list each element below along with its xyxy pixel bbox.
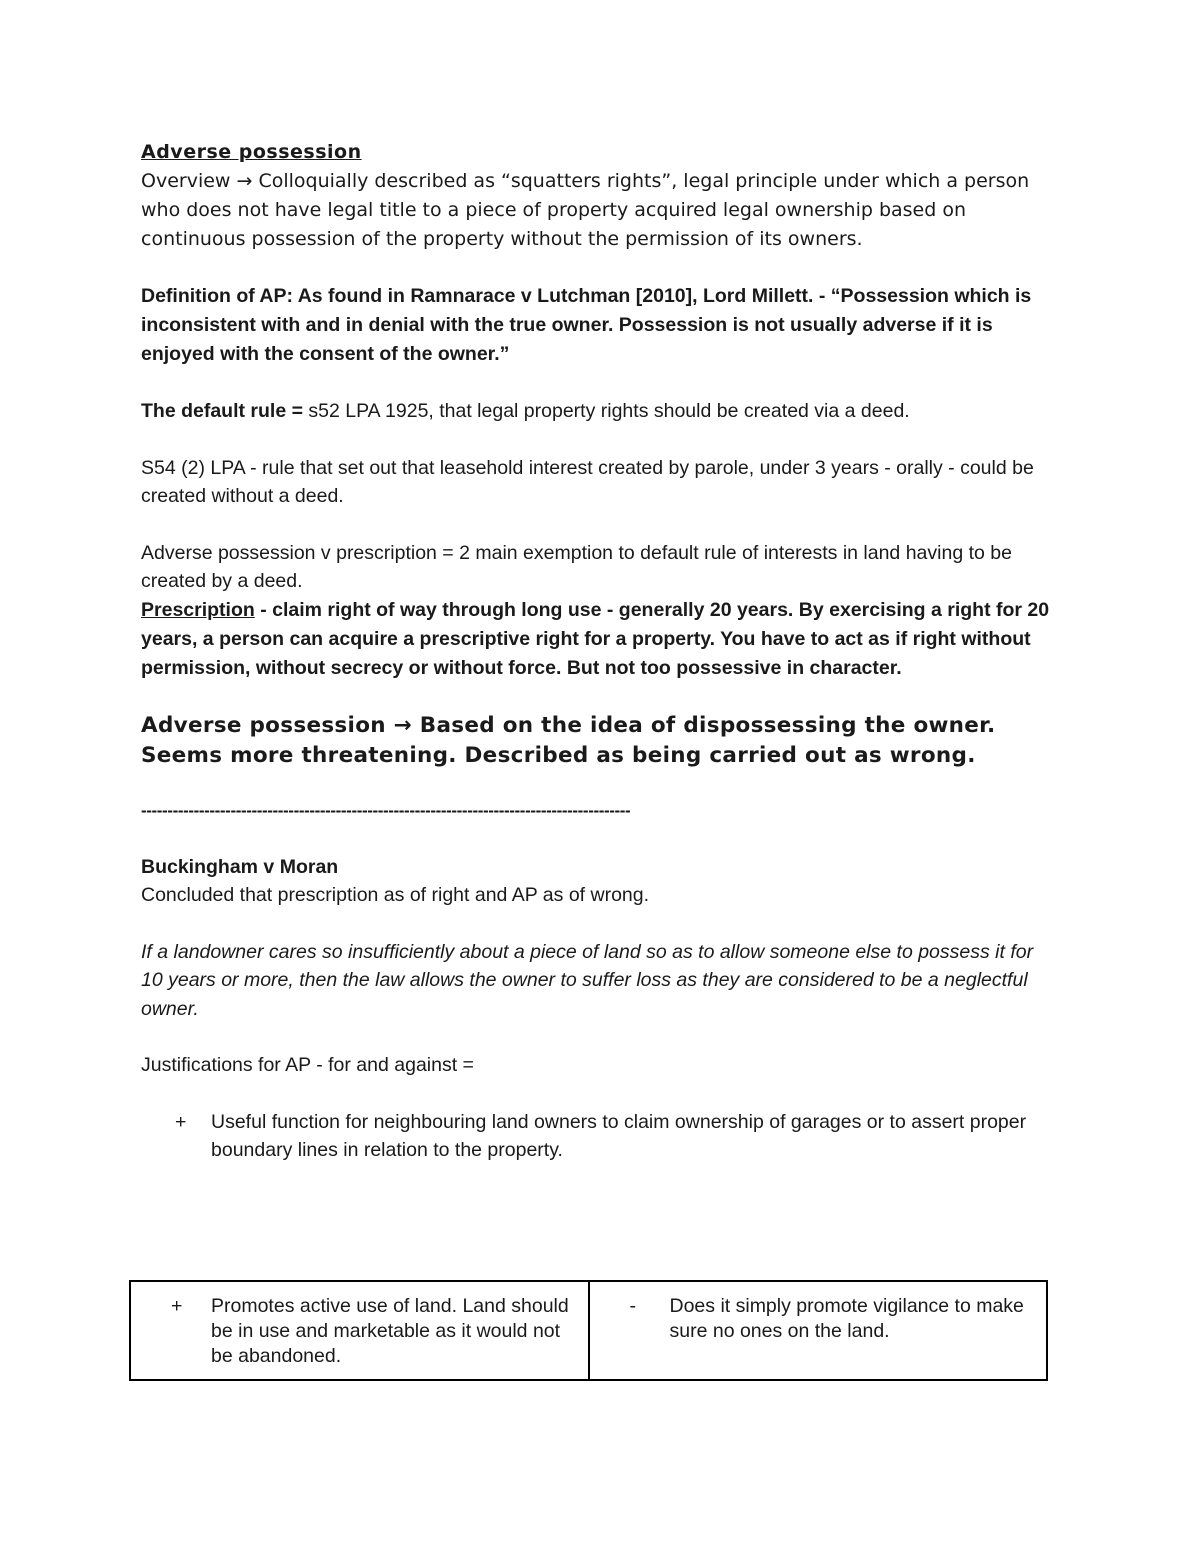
minus-bullet-icon: - xyxy=(629,1295,636,1317)
prescription-paragraph xyxy=(141,596,1056,683)
justification-bullet xyxy=(175,1108,1056,1165)
exemption-paragraph: Adverse possession v prescription = 2 main exemption to default rule of interests in land having to be created by a deed. xyxy=(141,541,1012,592)
default-rule-label: The default rule = xyxy=(141,400,303,422)
page-title: Adverse possession xyxy=(141,141,362,163)
case-quote: If a landowner cares so insufficiently about a piece of land so as to allow someone else to possess it for 10 years or more, then the law allows the owner to suffer loss as they are considered to be a neglectful owner. xyxy=(141,940,1034,1020)
case-name: Buckingham v Moran xyxy=(141,855,339,878)
s54-paragraph: S54 (2) LPA - rule that set out that leasehold interest created by parole, under 3 years - orally - could be created without a deed. xyxy=(141,456,1034,507)
against-cell-text: Does it simply promote vigilance to make sure no ones on the land. xyxy=(669,1295,1024,1342)
for-against-table xyxy=(129,1280,1048,1381)
definition-paragraph: Definition of AP: As found in Ramnarace v Lutchman [2010], Lord Millett. - “Possession which is inconsistent with and in denial with the true owner. Possession is not usually adverse if it is enjoyed with the consent of the owner.” xyxy=(141,285,1032,365)
justification-bullet-text: Useful function for neighbouring land owners to claim ownership of garages or to assert proper boundary lines in relation to the property. xyxy=(211,1110,1027,1161)
document-body xyxy=(141,138,1056,1165)
case-section xyxy=(141,853,1056,1165)
adverse-possession-note: Adverse possession → Based on the idea of dispossessing the owner. Seems more threatening. Described as being carried out as wrong. xyxy=(141,712,996,768)
prescription-text: - claim right of way through long use - generally 20 years. By exercising a right for 20 years, a person can acquire a prescriptive right for a property. You have to act as if right without permission, without secrecy or without force. But not too possessive in character. xyxy=(141,598,1050,679)
for-cell-text: Promotes active use of land. Land should be in use and marketable as it would not be abandoned. xyxy=(211,1295,569,1367)
section-divider: --------------------------------------------------------------------------------------------- xyxy=(141,800,631,820)
plus-bullet-icon: + xyxy=(171,1295,183,1317)
default-rule-text: s52 LPA 1925, that legal property rights should be created via a deed. xyxy=(303,400,910,422)
default-rule-paragraph xyxy=(141,397,1056,426)
prescription-label: Prescription xyxy=(141,598,255,621)
justifications-heading: Justifications for AP - for and against = xyxy=(141,1054,474,1076)
table-row xyxy=(130,1281,1047,1380)
against-cell xyxy=(589,1281,1048,1380)
plus-bullet-icon: + xyxy=(175,1110,187,1133)
for-cell xyxy=(130,1281,589,1380)
case-conclusion: Concluded that prescription as of right and AP as of wrong. xyxy=(141,884,650,906)
intro-section xyxy=(141,138,1056,254)
overview-paragraph: Overview → Colloquially described as “squatters rights”, legal principle under which a person who does not have legal title to a piece of property acquired legal ownership based on continuous possession of the property without the permission of its owners. xyxy=(141,170,1030,250)
